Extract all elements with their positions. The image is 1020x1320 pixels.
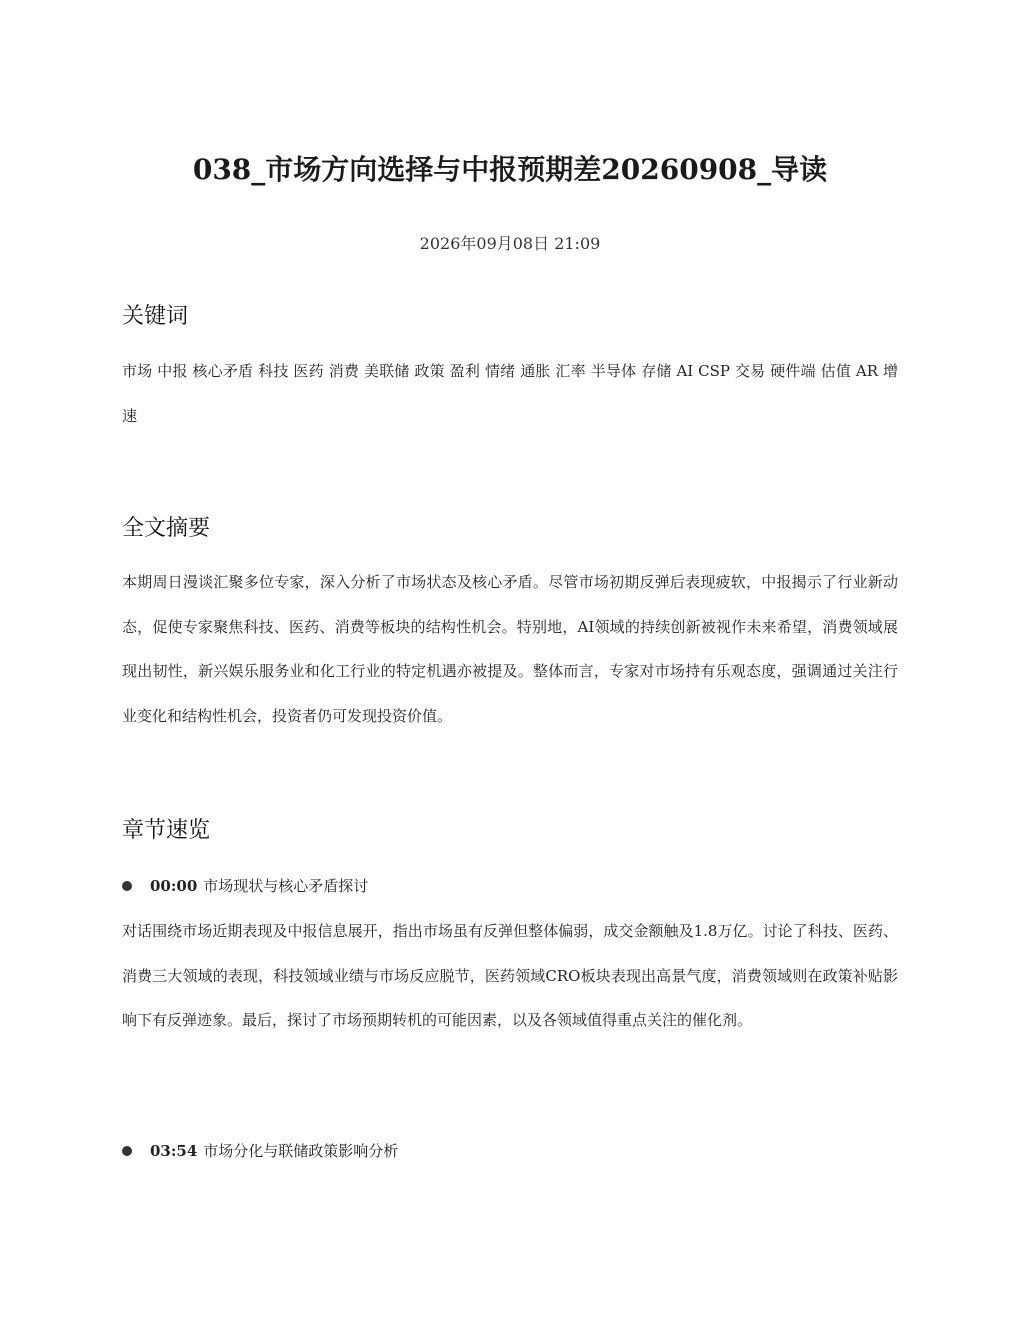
chapter-item xyxy=(122,1138,898,1164)
chapters-heading: 章节速览 xyxy=(122,818,211,843)
chapter-timestamp: 03:54 xyxy=(150,1142,198,1160)
chapter-item xyxy=(122,873,898,899)
chapter-timestamp: 00:00 xyxy=(150,877,198,895)
chapter-title: 市场分化与联储政策影响分析 xyxy=(203,1142,399,1160)
bullet-icon xyxy=(122,881,132,891)
chapter-title: 市场现状与核心矛盾探讨 xyxy=(203,877,369,895)
keywords-heading: 关键词 xyxy=(122,304,189,329)
summary-heading: 全文摘要 xyxy=(122,516,211,541)
keywords-text: 市场 中报 核心矛盾 科技 医药 消费 美联储 政策 盈利 情绪 通胀 汇率 半导体 存储 AI CSP 交易 硬件端 估值 AR 增速 xyxy=(122,362,898,425)
page-title: 038_市场方向选择与中报预期差20260908_导读 xyxy=(192,153,828,186)
summary-text: 本期周日漫谈汇聚多位专家，深入分析了市场状态及核心矛盾。尽管市场初期反弹后表现疲软，中报揭示了行业新动态，促使专家聚焦科技、医药、消费等板块的结构性机会。特别地，AI领域的持续创新被视作未来希望，消费领域展现出韧性，新兴娱乐服务业和化工行业的特定机遇亦被提及。整体而言，专家对市场持有乐观态度，强调通过关注行业变化和结构性机会，投资者仍可发现投资价值。 xyxy=(122,573,898,725)
bullet-icon xyxy=(122,1146,132,1156)
document-date: 2026年09月08日 21:09 xyxy=(419,234,601,253)
chapter-description: 对话围绕市场近期表现及中报信息展开，指出市场虽有反弹但整体偏弱，成交金额触及1.8万亿。讨论了科技、医药、消费三大领域的表现，科技领域业绩与市场反应脱节，医药领域CRO板块表现出高景气度，消费领域则在政策补贴影响下有反弹迹象。最后，探讨了市场预期转机的可能因素，以及各领域值得重点关注的催化剂。 xyxy=(122,922,898,1029)
